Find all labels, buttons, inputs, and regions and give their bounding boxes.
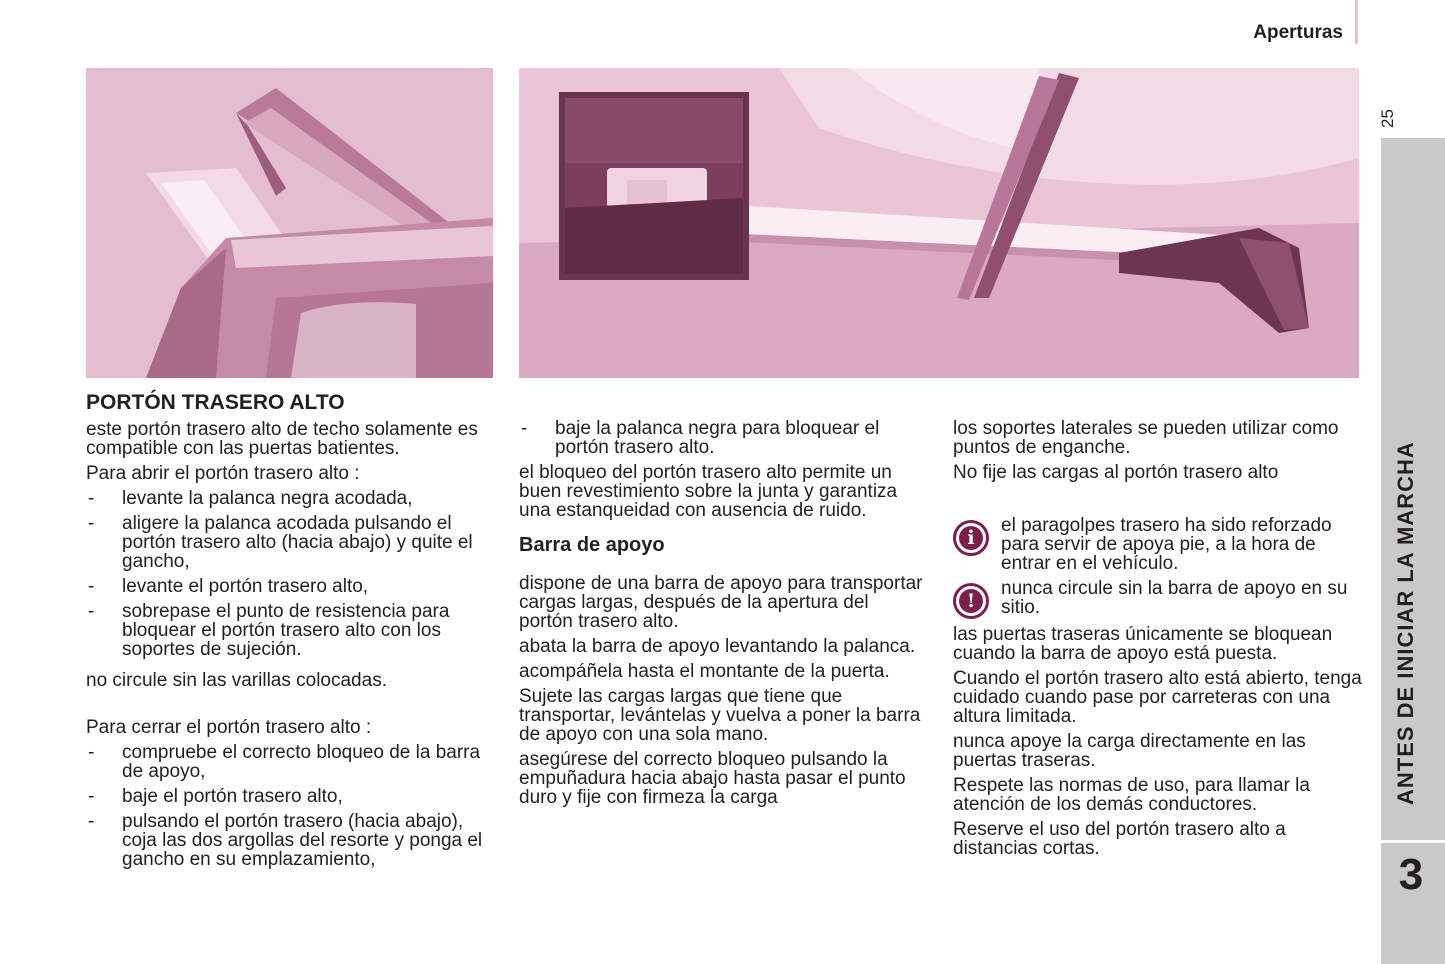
paragraph: Cuando el portón trasero alto está abierto, tenga cuidado cuando pase por carreteras con una altura limitada. [953, 668, 1362, 727]
tailgate-illustration [86, 68, 493, 378]
column-2 [519, 419, 924, 813]
chapter-tab [1381, 138, 1445, 964]
list-item: - levante el portón trasero alto, [86, 577, 496, 596]
paragraph: acompáñela hasta el montante de la puerta. [519, 661, 890, 682]
open-steps-list [86, 489, 496, 659]
header-divider [1355, 0, 1358, 44]
list-item: - sobrepase el punto de resistencia para bloquear el portón trasero alto con los soportes de sujeción. [86, 602, 496, 659]
paragraph: Respete las normas de uso, para llamar la atención de los demás conductores. [953, 775, 1310, 815]
close-instructions-label: Para cerrar el portón trasero alto : [86, 717, 372, 738]
open-instructions-label: Para abrir el portón trasero alto : [86, 463, 360, 484]
page-number: 25 [1378, 109, 1397, 129]
paragraph: Reserve el uso del portón trasero alto a distancias cortas. [953, 819, 1286, 859]
warning-note-text: nunca circule sin la barra de apoyo en su sitio. [1001, 578, 1348, 618]
info-note [953, 516, 1363, 573]
paragraph: nunca apoye la carga directamente en las puertas traseras. [953, 731, 1306, 771]
lock-steps-list [519, 419, 924, 457]
list-item: - baje la palanca negra para bloquear el portón trasero alto. [519, 419, 924, 457]
list-item: - aligere la palanca acodada pulsando el portón trasero alto (hacia abajo) y quite el gancho, [86, 514, 496, 571]
subsection-title: Barra de apoyo [519, 534, 665, 556]
close-steps-list [86, 743, 496, 869]
section-title: PORTÓN TRASERO ALTO [86, 391, 345, 414]
warning-icon: ! [953, 583, 989, 619]
list-item: - baje el portón trasero alto, [86, 787, 496, 806]
section-header: Aperturas [1253, 22, 1343, 43]
paragraph: No fije las cargas al portón trasero alto [953, 462, 1279, 483]
paragraph: las puertas traseras únicamente se bloquean cuando la barra de apoyo está puesta. [953, 624, 1333, 664]
warning-note [953, 579, 1363, 619]
list-item: - levante la palanca negra acodada, [86, 489, 496, 508]
paragraph: Sujete las cargas largas que tiene que transportar, levántelas y vuelva a poner la barra de apoyo con una sola mano. [519, 686, 921, 745]
info-icon: i [953, 520, 989, 556]
warning-text: no circule sin las varillas colocadas. [86, 670, 387, 691]
info-note-text: el paragolpes trasero ha sido reforzado para servir de apoya pie, a la hora de entrar en el vehículo. [1001, 515, 1332, 574]
paragraph: dispone de una barra de apoyo para transportar cargas largas, después de la apertura del portón trasero alto. [519, 573, 923, 632]
lock-text: el bloqueo del portón trasero alto permite un buen revestimiento sobre la junta y garantiza una estanqueidad con ausencia de ruido. [519, 462, 898, 521]
intro-text: este portón trasero alto de techo solamente es compatible con las puertas batientes. [86, 419, 478, 459]
tab-divider [1381, 840, 1445, 843]
list-item: - compruebe el correcto bloqueo de la barra de apoyo, [86, 743, 496, 781]
chapter-title: ANTES DE INICIAR LA MARCHA [1393, 441, 1418, 805]
column-3 [953, 419, 1363, 864]
paragraph: asegúrese del correcto bloqueo pulsando la empuñadura hacia abajo hasta pasar el punto duro y fije con firmeza la carga [519, 749, 906, 808]
column-1 [86, 392, 496, 875]
chapter-number: 3 [1398, 850, 1424, 899]
paragraph: abata la barra de apoyo levantando la palanca. [519, 636, 916, 657]
paragraph: los soportes laterales se pueden utilizar como puntos de enganche. [953, 418, 1339, 458]
support-bar-illustration [519, 68, 1359, 378]
list-item: - pulsando el portón trasero (hacia abajo), coja las dos argollas del resorte y ponga el gancho en su emplazamiento, [86, 812, 496, 869]
